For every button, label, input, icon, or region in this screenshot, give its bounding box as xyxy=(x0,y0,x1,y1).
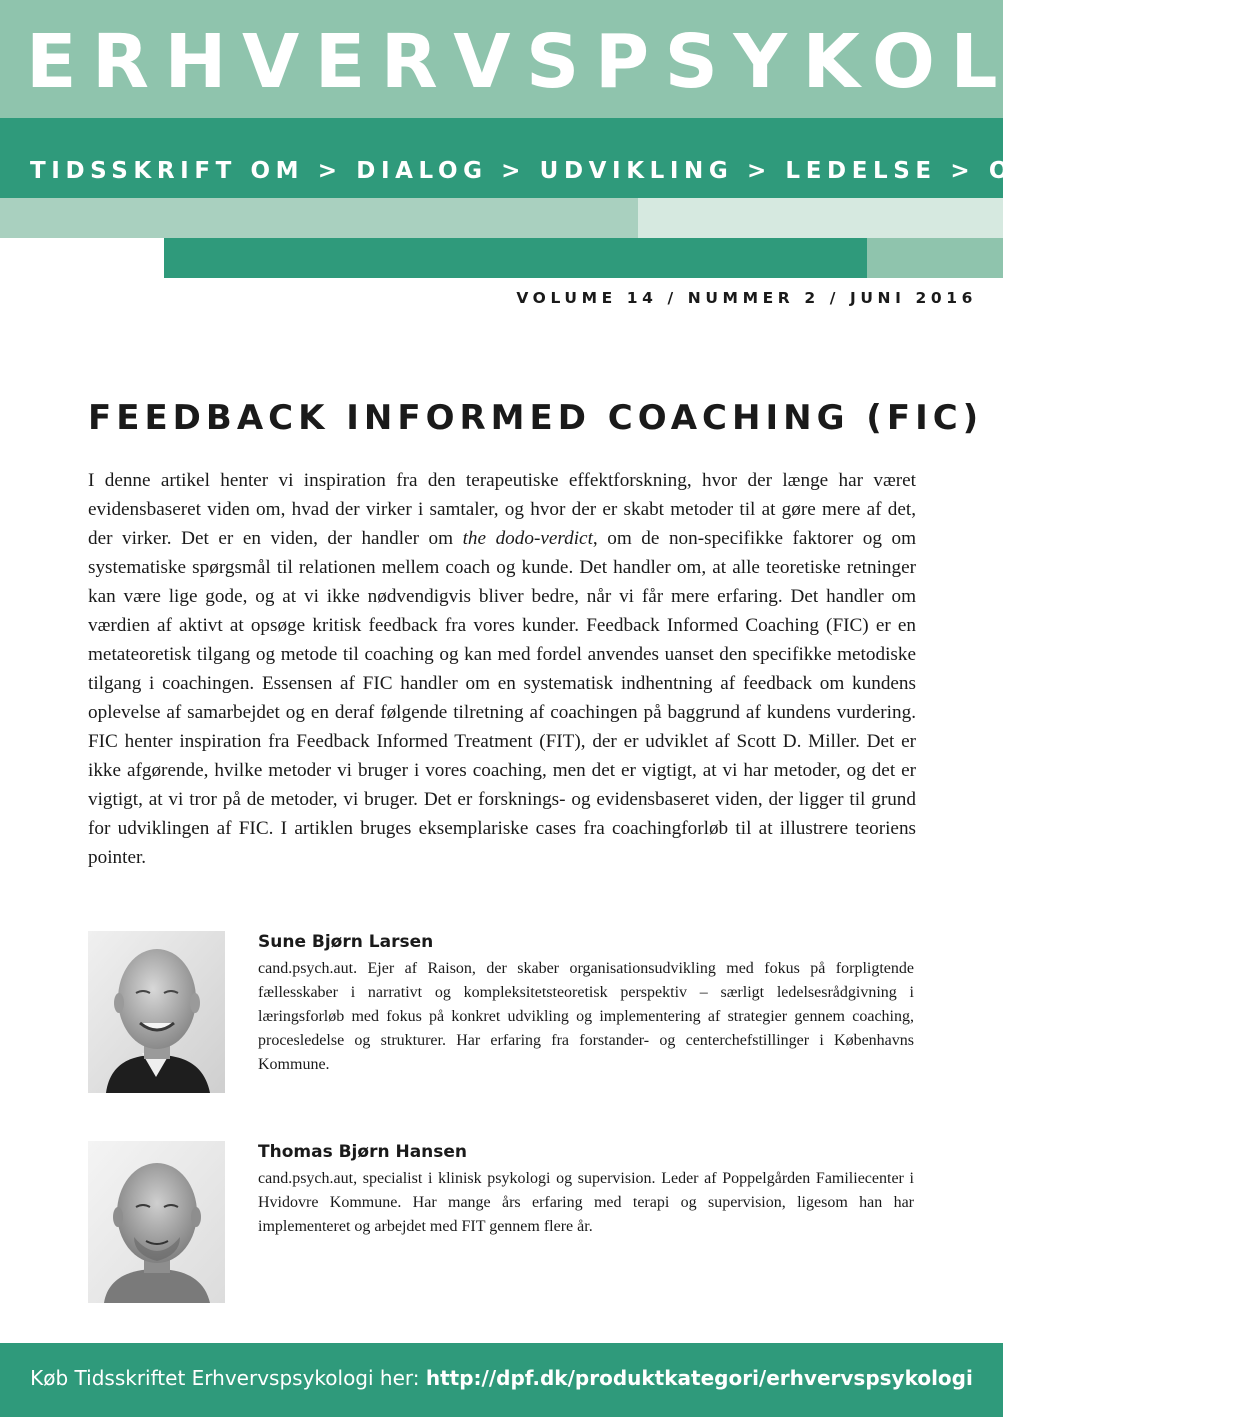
author-bio: cand.psych.aut. Ejer af Raison, der skaber organisationsudvikling med fokus på forpligtende fællesskaber i narrativt og kompleksitetsteoretisk perspektiv – særligt ledelsesrådgivning i læringsforløb med fokus på konkret udvikling og implementering af strategier gennem coaching, procesledelse og strukturer. Har erfaring fra forstander- og centerchefstillinger i Københavns Kommune. xyxy=(258,960,914,1073)
article-abstract: I denne artikel henter vi inspiration fra den terapeutiske effektforskning, hvor der længe har været evidensbaseret viden om, hvad der virker i samtaler, og hvor der er skabt metoder til at gøre mere af det, der virker. Det er en viden, der handler om the dodo-verdict, om de non-specifikke faktorer og om systematiske spørgsmål til relationen mellem coach og kunde. Det handler om, at alle teoretiske retninger kan være lige gode, og at vi ikke nødvendigvis bliver bedre, når vi får mere erfaring. Det handler om værdien af aktivt at opsøge kritisk feedback fra vores kunder. Feedback Informed Coaching (FIC) er en metateoretisk tilgang og metode til coaching og kan med fordel anvendes uanset den specifikke metodiske tilgang i coachingen. Essensen af FIC handler om en systematisk indhentning af feedback om kundens oplevelse af samarbejdet og en deraf følgende tilretning af coachingen på baggrund af kundens vurdering. FIC henter inspiration fra Feedback Informed Treatment (FIT), der er udviklet af Scott D. Miller. Det er ikke afgørende, hvilke metoder vi bruger i vores coaching, men det er vigtigt, at vi har metoder, og det er vigtigt, at vi tror på de metoder, vi bruger. Det er forsknings- og evidensbaseret viden, der ligger til grund for udviklingen af FIC. I artiklen bruges eksemplariske cases fra coachingforløb til at illustrere teoriens pointer. xyxy=(88,470,917,868)
footer-link[interactable]: http://dpf.dk/produktkategori/erhvervspsykologi xyxy=(425,1366,973,1390)
article-title: FEEDBACK INFORMED COACHING (FIC) xyxy=(88,398,984,438)
footer-prefix: Køb Tidsskriftet Erhvervspsykologi her: xyxy=(30,1366,426,1390)
author-name: Thomas Bjørn Hansen xyxy=(258,1142,468,1162)
footer-text xyxy=(0,1343,1003,1417)
decorative-band xyxy=(867,238,1003,278)
author-info xyxy=(258,1141,914,1239)
footer-band xyxy=(0,1343,1003,1417)
decorative-band xyxy=(164,238,867,278)
journal-title: ERHVERVSPSYKOLOGI xyxy=(26,19,1209,105)
decorative-band xyxy=(0,198,638,238)
decorative-band xyxy=(638,198,1003,238)
author-bio: cand.psych.aut, specialist i klinisk psykologi og supervision. Leder af Poppelgården Familiecenter i Hvidovre Kommune. Har mange års erfaring med terapi og supervision, ligesom han har implementeret og arbejdet med FIT gennem flere år. xyxy=(258,1170,914,1235)
author-info xyxy=(258,931,914,1077)
author-photo xyxy=(88,1141,225,1303)
journal-tagline: TIDSSKRIFT OM > DIALOG > UDVIKLING > LEDELSE > ORGANISATION xyxy=(30,158,1253,184)
issue-info: VOLUME 14 / NUMMER 2 / JUNI 2016 xyxy=(516,289,977,307)
author-name: Sune Bjørn Larsen xyxy=(258,932,434,952)
author-photo xyxy=(88,931,225,1093)
dodo-verdict-term: the dodo-verdict xyxy=(462,528,593,549)
